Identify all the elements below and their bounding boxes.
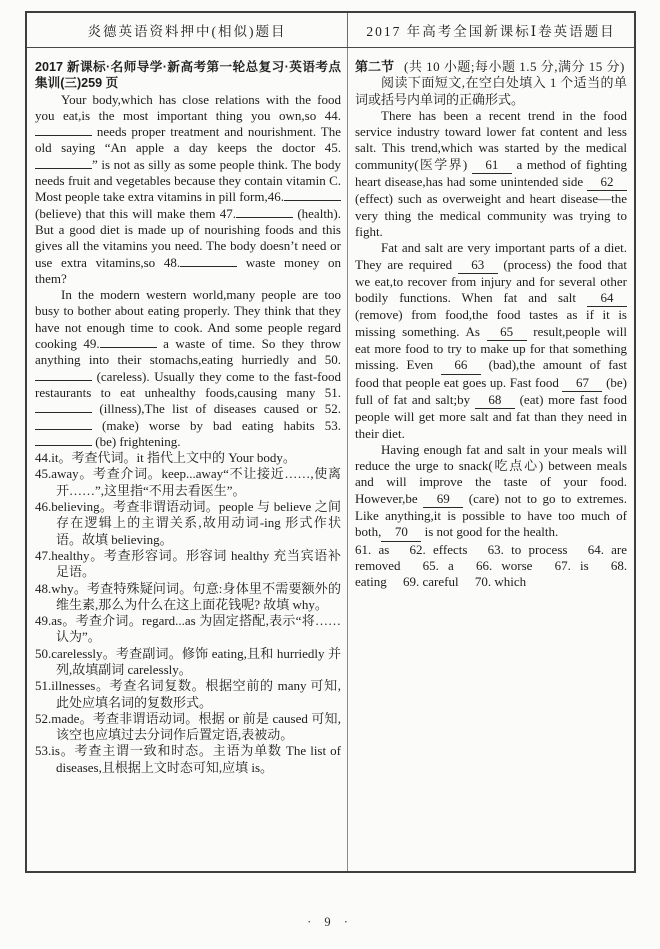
answer-explanations-list: [35, 450, 341, 776]
answer-number: 48.: [35, 580, 52, 596]
answer-number: 53.: [35, 743, 52, 759]
fill-blank: [35, 124, 92, 136]
answer-key-item: 70. which: [474, 574, 527, 590]
fill-blank: [100, 336, 157, 348]
answer-explanation-item: 44.it。考查代词。it 指代上文中的 Your body。: [35, 450, 296, 466]
section-info: (共 10 小题;每小题 1.5 分,满分 15 分): [404, 59, 625, 74]
answer-number: 46.: [35, 499, 52, 515]
fill-blank: [35, 369, 92, 381]
answer-explanation-item: 47.healthy。考查形容词。形容词 healthy 充当宾语补足语。: [35, 547, 341, 580]
table-header-row: [27, 13, 634, 48]
answer-explanation-item: 53.is。考查主谓一致和时态。主语为单数 The list of diseases,且根据上文时态可知,应填 is。: [35, 743, 341, 775]
answer-key-item: 67. is: [554, 557, 589, 573]
answer-number: 50.: [35, 645, 52, 661]
answer-explanation-item: 45.away。考查介词。keep...away“不让接近……,使离开……”,这里指“不用去看医生”。: [35, 466, 341, 498]
answer-key-item: 69. careful: [403, 574, 459, 590]
exam-passage-paragraph-2: Fat and salt are very important parts of a diet. They are required 63 (process) the food that we eat,to recover from injury and for several other bodily functions. When fat and salt 64 (remove) from food,the food tastes as if it is missing something. As 65 result,people will eat more food to try to make up for that something missing. Even 66 (bad),the amount of fast food that people eat goes up. Fast food 67 (be) full of fat and salt;by 68 (eat) more fast food people will get more salt and fat than they need in their diet.: [355, 240, 628, 441]
answer-number: 47.: [35, 547, 52, 563]
fill-blank-61: 61: [472, 157, 512, 174]
fill-blank: [180, 255, 237, 267]
fill-blank-70: 70: [381, 524, 421, 541]
fill-blank: [236, 206, 293, 218]
answer-number: 44.: [35, 450, 52, 466]
table-body-row: [27, 48, 634, 871]
section-label: 第二节: [355, 59, 395, 74]
fill-blank: [35, 434, 92, 446]
header-right-title: 2017 年高考全国新课标Ⅰ卷英语题目: [366, 24, 616, 39]
fill-blank-62: 62: [587, 174, 627, 191]
answer-key-item: 61. as: [355, 541, 390, 557]
passage-paragraph-1: Your body,which has close relations with the food you eat,is the most important thing you own,so 44. needs proper treatment and nourishment. The old saying “An apple a day keeps the doctor 45.” is not as silly as some people think. The body needs fruit and vegetables because they contain vitamin C. Most people take extra vitamins in pill form,46. (believe) that this will make them 47. (health). But a good diet is made up of nourishing foods and this gives all the vitamins you need. The body doesn’t need or use extra vitamins,so 48. waste money on them?: [35, 91, 342, 286]
answer-key: [355, 542, 627, 591]
fill-blank-64: 64: [587, 290, 627, 307]
fill-blank: [35, 401, 92, 413]
instructions-paragraph: 阅读下面短文,在空白处填入 1 个适当的单词或括号内单词的正确形式。: [355, 75, 627, 107]
answer-explanation-item: 51.illnesses。考查名词复数。根据空前的 many 可知,此处应填名词的复数形式。: [35, 678, 341, 710]
answer-explanation-item: 48.why。考查特殊疑问词。句意:身体里不需要额外的维生素,那么为什么在这上面花钱呢? 故填 why。: [35, 580, 341, 612]
answer-key-item: 68. eating: [355, 557, 628, 590]
answer-key-item: 66. worse: [475, 557, 533, 573]
answer-number: 52.: [35, 710, 52, 726]
page-number: · 9 ·: [307, 915, 353, 929]
fill-blank-63: 63: [458, 257, 498, 274]
fill-blank-66: 66: [441, 357, 481, 374]
answer-explanation-item: 46.believing。考查非谓语动词。people 与 believe 之间存在逻辑上的主谓关系,故用动词-ing 形式作状语。故填 believing。: [35, 499, 341, 547]
answer-explanation-item: 50.carelessly。考查副词。修饰 eating,且和 hurriedly 并列,故填副词 carelessly。: [35, 645, 341, 677]
fill-blank: [35, 157, 92, 169]
fill-blank-69: 69: [423, 491, 463, 508]
source-heading: 2017 新课标·名师导学·新高考第一轮总复习·英语考点集训(三)259 页: [35, 60, 341, 91]
fill-blank-65: 65: [487, 324, 527, 341]
answer-key-item: 64. are removed: [355, 541, 628, 573]
answer-key-item: 65. a: [422, 557, 454, 573]
left-column-review-material: [27, 48, 348, 871]
answer-explanation-item: 49.as。考查介词。regard...as 为固定搭配,表示“将……认为”。: [35, 613, 341, 645]
answer-number: 45.: [35, 466, 52, 482]
exam-passage-paragraph-3: Having enough fat and salt in your meals will reduce the urge to snack(吃点心) between meals and will improve the taste of your food. However,be 69 (care) not to go to extremes. Like anything,it is possible to have too much of both, 70 is not good for the health.: [355, 442, 627, 542]
section-heading: [355, 59, 627, 75]
answer-number: 51.: [35, 678, 52, 694]
header-left-title: 炎德英语资料押中(相似)题目: [27, 13, 348, 47]
answer-number: 49.: [35, 613, 52, 629]
fill-blank: [35, 418, 92, 430]
fill-blank-68: 68: [475, 392, 515, 409]
answer-explanation-item: 52.made。考查非谓语动词。根据 or 前是 caused 可知,该空也应填过去分词作后置定语,表被动。: [35, 710, 341, 743]
exam-passage-paragraph-1: There has been a recent trend in the food service industry toward lower fat content and less salt. This trend,which was started by the medical community(医学界) 61 a method of fighting heart disease,has had some unintended side 62 (effect) such as overweight and heart disease—the very thing the medical community was trying to fight.: [355, 107, 627, 239]
comparison-table: [25, 11, 636, 873]
right-column-exam-questions: [348, 48, 634, 871]
answer-key-item: 62. effects: [409, 541, 468, 557]
answer-key-item: 63. to process: [487, 541, 568, 557]
passage-paragraph-2: In the modern western world,many people are too busy to bother about eating properly. They think that they have not enough time to cook. And some people regard cooking 49. a waste of time. So they throw anything into their stomachs,eating hurriedly and 50. (careless). Usually they come to the fast-food restaurants to eat unhealthy foods,causing many 51. (illness),The list of diseases caused or 52. (make) worse by bad eating habits 53. (be) frightening.: [35, 287, 341, 449]
fill-blank-67: 67: [562, 375, 602, 392]
fill-blank: [284, 189, 341, 201]
